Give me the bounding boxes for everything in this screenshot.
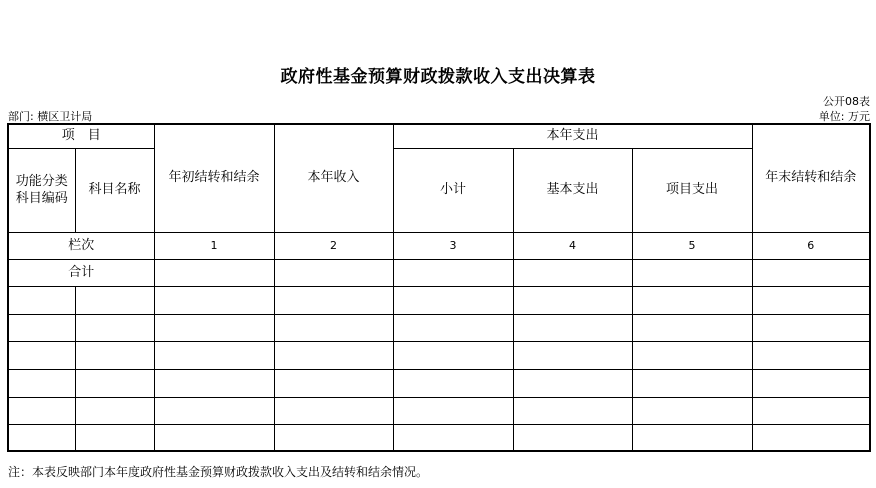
- beginning-balance-header: 年初结转和结余: [154, 124, 274, 232]
- table-cell: [75, 286, 154, 314]
- table-row: [8, 286, 870, 314]
- table-cell: [393, 259, 513, 286]
- current-income-header: 本年收入: [274, 124, 393, 232]
- header-row-1: [8, 124, 870, 148]
- table-cell: [513, 286, 632, 314]
- table-cell: [632, 286, 752, 314]
- table-cell: [75, 341, 154, 369]
- table-cell: [274, 314, 393, 341]
- table-cell: [513, 369, 632, 397]
- total-row: [8, 259, 870, 286]
- func-code-header: 功能分类科目编码: [8, 148, 75, 232]
- table-cell: [513, 397, 632, 424]
- current-expense-header: 本年支出: [393, 124, 752, 148]
- table-cell: [8, 424, 75, 451]
- footnote: 注：本表反映部门本年度政府性基金预算财政拨款收入支出及结转和结余情况。: [8, 465, 429, 479]
- table-cell: [752, 397, 870, 424]
- total-label: 合计: [8, 259, 154, 286]
- subject-name-header: 科目名称: [75, 148, 154, 232]
- table-cell: [274, 259, 393, 286]
- ending-balance-header: 年末结转和结余: [752, 124, 870, 232]
- table-cell: [274, 369, 393, 397]
- column-number: 5: [632, 232, 752, 259]
- form-number: 公开08表: [823, 95, 870, 108]
- table-cell: [632, 369, 752, 397]
- table-cell: [752, 286, 870, 314]
- table-cell: [8, 341, 75, 369]
- table-cell: [393, 397, 513, 424]
- table-cell: [752, 424, 870, 451]
- table-cell: [752, 259, 870, 286]
- table-cell: [752, 341, 870, 369]
- column-number: 3: [393, 232, 513, 259]
- table-cell: [154, 369, 274, 397]
- table-cell: [513, 259, 632, 286]
- table-row: [8, 397, 870, 424]
- header-row-2: [8, 148, 870, 232]
- budget-table: [7, 123, 871, 452]
- table-cell: [75, 397, 154, 424]
- table-cell: [274, 424, 393, 451]
- column-no-label: 栏次: [8, 232, 154, 259]
- column-number: 1: [154, 232, 274, 259]
- table-cell: [513, 314, 632, 341]
- table-cell: [154, 397, 274, 424]
- table-cell: [154, 314, 274, 341]
- table-row: [8, 424, 870, 451]
- table-cell: [632, 314, 752, 341]
- table-cell: [393, 286, 513, 314]
- table-cell: [752, 314, 870, 341]
- column-number-row: [8, 232, 870, 259]
- subtotal-header: 小计: [393, 148, 513, 232]
- table-cell: [632, 259, 752, 286]
- table-cell: [8, 286, 75, 314]
- table-cell: [154, 341, 274, 369]
- table-row: [8, 314, 870, 341]
- basic-expense-header: 基本支出: [513, 148, 632, 232]
- table-cell: [632, 341, 752, 369]
- table-row: [8, 341, 870, 369]
- table-cell: [75, 369, 154, 397]
- column-number: 6: [752, 232, 870, 259]
- project-expense-header: 项目支出: [632, 148, 752, 232]
- table-cell: [75, 314, 154, 341]
- table-cell: [393, 314, 513, 341]
- column-number: 4: [513, 232, 632, 259]
- table-cell: [75, 424, 154, 451]
- table-cell: [393, 341, 513, 369]
- page-title: 政府性基金预算财政拨款收入支出决算表: [280, 67, 596, 87]
- table-cell: [8, 369, 75, 397]
- table-cell: [8, 314, 75, 341]
- table-cell: [274, 341, 393, 369]
- table-cell: [632, 424, 752, 451]
- table-cell: [154, 286, 274, 314]
- table-row: [8, 369, 870, 397]
- table-cell: [8, 397, 75, 424]
- table-cell: [274, 286, 393, 314]
- table-cell: [393, 424, 513, 451]
- table-cell: [154, 259, 274, 286]
- column-number: 2: [274, 232, 393, 259]
- unit-label: 单位: 万元: [818, 110, 870, 123]
- department-label: 部门: 横区卫计局: [8, 110, 93, 123]
- table-cell: [513, 341, 632, 369]
- table-cell: [513, 424, 632, 451]
- table-cell: [274, 397, 393, 424]
- table-cell: [393, 369, 513, 397]
- item-header: 项 目: [8, 124, 154, 148]
- table-cell: [752, 369, 870, 397]
- table-cell: [632, 397, 752, 424]
- table-cell: [154, 424, 274, 451]
